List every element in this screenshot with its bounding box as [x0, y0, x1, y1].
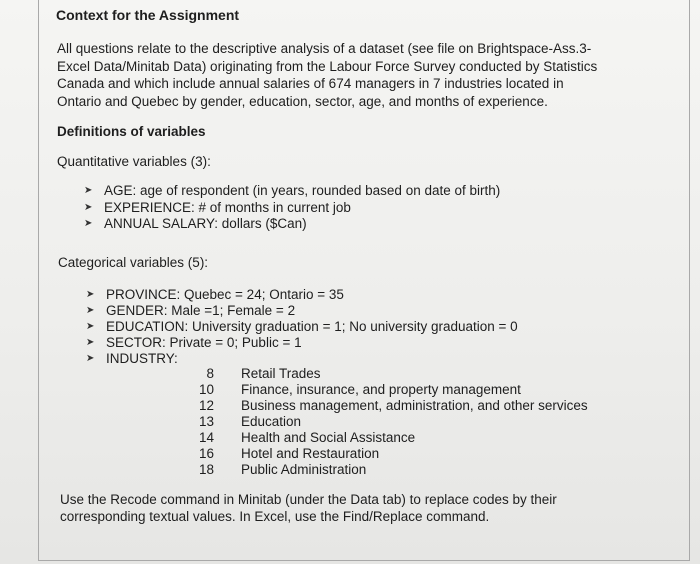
industry-row	[188, 446, 588, 462]
list-item-text: ANNUAL SALARY: dollars ($Can)	[104, 216, 307, 232]
arrow-bullet-icon: ➤	[86, 289, 95, 300]
list-item	[84, 200, 500, 217]
industry-row	[188, 382, 588, 398]
list-item-text: EDUCATION: University graduation = 1; No university graduation = 0	[106, 319, 518, 334]
industry-row	[188, 366, 588, 382]
industry-name: Public Administration	[241, 462, 367, 477]
list-item	[86, 319, 518, 335]
list-item-text: EXPERIENCE: # of months in current job	[104, 199, 351, 215]
industry-code: 18	[198, 462, 214, 477]
industry-name: Business management, administration, and other services	[241, 398, 588, 413]
industry-row	[188, 414, 588, 430]
arrow-bullet-icon: ➤	[84, 185, 93, 196]
industry-table	[188, 366, 588, 478]
list-item-text: GENDER: Male =1; Female = 2	[106, 303, 296, 318]
industry-code: 16	[198, 446, 214, 461]
industry-row	[188, 398, 588, 414]
intro-line: Canada and which include annual salaries of 674 managers in 7 industries located in	[57, 76, 564, 91]
arrow-bullet-icon: ➤	[84, 218, 93, 230]
industry-code: 14	[198, 430, 214, 445]
quantitative-heading: Quantitative variables (3):	[57, 154, 211, 169]
recode-instructions	[60, 491, 557, 525]
intro-line: All questions relate to the descriptive analysis of a dataset (see file on Brightspace-Ass.3-	[57, 41, 592, 56]
industry-name: Finance, insurance, and property management	[241, 382, 521, 397]
arrow-bullet-icon: ➤	[86, 353, 95, 364]
industry-name: Education	[241, 414, 302, 429]
list-item-text: PROVINCE: Quebec = 24; Ontario = 35	[106, 287, 344, 302]
definitions-heading: Definitions of variables	[57, 124, 206, 139]
list-item	[86, 303, 518, 319]
quantitative-list	[84, 183, 500, 233]
recode-line: Use the Recode command in Minitab (under the Data tab) to replace codes by their	[60, 492, 557, 507]
arrow-bullet-icon: ➤	[86, 321, 95, 332]
industry-code: 10	[198, 382, 214, 397]
intro-line: Excel Data/Minitab Data) originating from the Labour Force Survey conducted by Statistics	[57, 58, 598, 74]
list-item-text: AGE: age of respondent (in years, rounded based on date of birth)	[104, 183, 501, 198]
intro-paragraph	[57, 40, 597, 110]
list-item	[86, 351, 518, 367]
list-item	[84, 183, 500, 200]
arrow-bullet-icon: ➤	[84, 201, 93, 213]
industry-name: Hotel and Restauration	[241, 446, 380, 461]
industry-code: 8	[206, 366, 214, 381]
arrow-bullet-icon: ➤	[86, 305, 95, 316]
list-item-text: SECTOR: Private = 0; Public = 1	[106, 335, 302, 350]
industry-name: Health and Social Assistance	[241, 430, 416, 445]
list-item	[86, 287, 518, 303]
list-item-text: INDUSTRY:	[106, 351, 178, 366]
intro-line: Ontario and Quebec by gender, education, sector, age, and months of experience.	[57, 93, 548, 109]
recode-line: corresponding textual values. In Excel, use the Find/Replace command.	[60, 509, 490, 524]
industry-code: 12	[198, 398, 214, 413]
page-title: Context for the Assignment	[56, 7, 240, 23]
list-item	[84, 216, 500, 233]
arrow-bullet-icon: ➤	[86, 337, 95, 348]
list-item	[86, 335, 518, 351]
industry-row	[188, 430, 588, 446]
industry-row	[188, 462, 588, 478]
industry-name: Retail Trades	[241, 366, 321, 381]
categorical-list	[86, 287, 518, 367]
industry-code: 13	[198, 414, 214, 429]
categorical-heading: Categorical variables (5):	[58, 255, 209, 270]
